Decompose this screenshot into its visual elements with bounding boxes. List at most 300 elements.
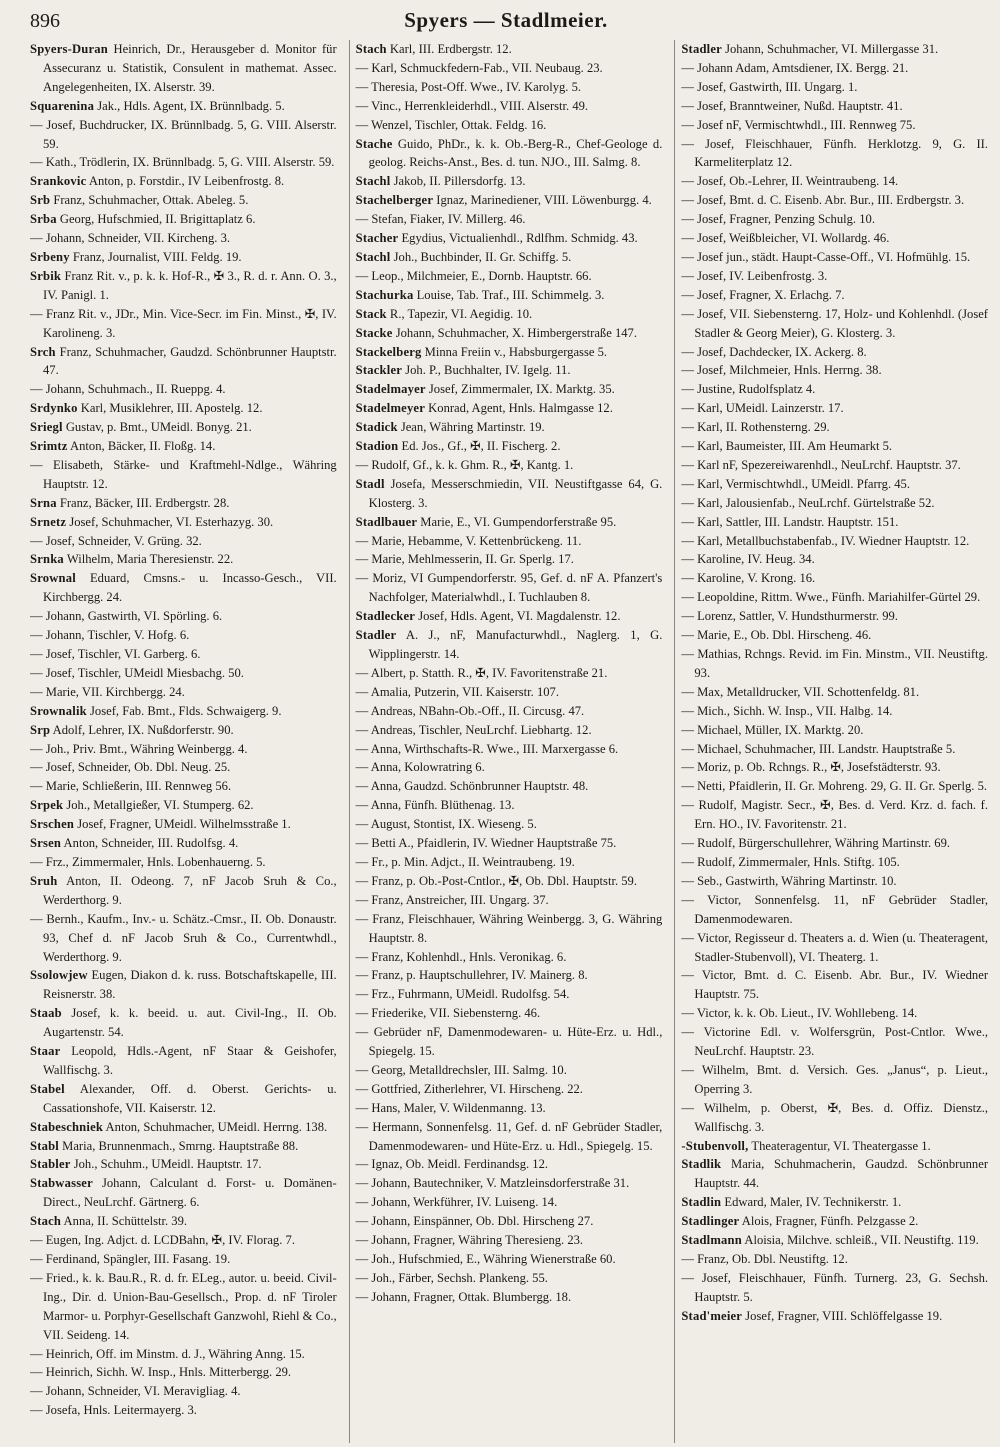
- directory-entry: [30, 607, 337, 626]
- directory-entry: [681, 966, 988, 1004]
- entry-details: — Theresia, Post-Off. Wwe., IV. Karolyg. 5.: [355, 79, 582, 94]
- directory-entry: [30, 664, 337, 683]
- entry-details: — Karl, Vermischtwhdl., UMeidl. Pfarrg. 45.: [681, 476, 910, 491]
- directory-entry: [681, 494, 988, 513]
- entry-details: — Johann Adam, Amtsdiener, IX. Bergg. 21.: [681, 60, 909, 75]
- directory-columns: [30, 40, 988, 1443]
- directory-entry: [356, 248, 663, 267]
- directory-entry: [356, 550, 663, 569]
- entry-details: Maria, Brunnenmach., Smrng. Hauptstraße 88.: [59, 1138, 299, 1153]
- directory-entry: [681, 40, 988, 59]
- entry-details: Joh., Schuhm., UMeidl. Hauptstr. 17.: [70, 1157, 262, 1172]
- entry-surname: Ssolowjew: [30, 968, 88, 983]
- directory-entry: [681, 59, 988, 78]
- entry-details: — Georg, Metalldrechsler, III. Salmg. 10.: [355, 1062, 567, 1077]
- entry-details: Josef, Fragner, VIII. Schlöffelgasse 19.: [742, 1308, 943, 1323]
- directory-entry: [356, 1174, 663, 1193]
- directory-entry: [356, 361, 663, 380]
- directory-entry: [30, 399, 337, 418]
- directory-entry: [356, 1004, 663, 1023]
- directory-entry: [356, 1155, 663, 1174]
- entry-surname: Stadion: [355, 439, 399, 454]
- directory-entry: [681, 929, 988, 967]
- entry-surname: Srbik: [30, 268, 62, 283]
- entry-details: — Johann, Werkführer, IV. Luiseng. 14.: [355, 1195, 558, 1210]
- entry-surname: Srnetz: [30, 514, 67, 529]
- directory-entry: [681, 1250, 988, 1269]
- entry-details: R., Tapezir, VI. Aegidig. 10.: [386, 306, 533, 321]
- entry-details: — Josef jun., städt. Haupt-Casse-Off., VI. Hofmühlg. 15.: [681, 249, 971, 264]
- entry-surname: Stadick: [355, 420, 398, 435]
- directory-entry: [356, 796, 663, 815]
- entry-details: Marie, E., VI. Gumpendorferstraße 95.: [417, 514, 617, 529]
- directory-entry: [30, 1042, 337, 1080]
- entry-details: Franz, Journalist, VIII. Feldg. 19.: [69, 249, 242, 264]
- entry-details: — Johann, Gastwirth, VI. Spörling. 6.: [30, 609, 223, 624]
- entry-surname: Stabwasser: [30, 1176, 93, 1191]
- directory-entry: [30, 815, 337, 834]
- entry-details: Minna Freiin v., Habsburgergasse 5.: [421, 344, 608, 359]
- entry-surname: Stacher: [355, 231, 399, 246]
- entry-details: — Johann, Fragner, Ottak. Blumbergg. 18.: [355, 1289, 572, 1304]
- entry-details: Aloisia, Milchve. schleiß., VII. Neustiftg. 119.: [741, 1233, 979, 1248]
- column-3: [674, 40, 988, 1443]
- entry-details: — Justine, Rudolfsplatz 4.: [681, 382, 816, 397]
- entry-details: Edward, Maler, IV. Technikerstr. 1.: [721, 1195, 902, 1210]
- entry-details: — Michael, Müller, IX. Marktg. 20.: [681, 722, 864, 737]
- entry-details: — Karl, Schmuckfedern-Fab., VII. Neubaug. 23.: [355, 60, 603, 75]
- entry-surname: Srba: [30, 212, 57, 227]
- entry-details: Joh. P., Buchhalter, IV. Igelg. 11.: [402, 363, 571, 378]
- entry-details: — Josef, Weißbleicher, VI. Wollardg. 46.: [681, 231, 890, 246]
- entry-details: Franz Rit. v., p. k. k. Hof-R., ✠ 3., R. d. r. Ann. O. 3., IV. Panigl. 1.: [43, 268, 337, 302]
- directory-entry: [681, 891, 988, 929]
- directory-entry: [681, 1231, 988, 1250]
- entry-details: — Joh., Färber, Sechsh. Plankeng. 55.: [355, 1270, 548, 1285]
- directory-entry: [30, 153, 337, 172]
- directory-entry: [681, 645, 988, 683]
- directory-entry: [681, 550, 988, 569]
- entry-surname: Stachelberger: [355, 193, 434, 208]
- directory-entry: [356, 59, 663, 78]
- entry-details: — Karl, Metallbuchstabenfab., IV. Wiedner Hauptstr. 12.: [681, 533, 970, 548]
- entry-surname: Stabel: [30, 1081, 65, 1096]
- directory-entry: [681, 872, 988, 891]
- entry-details: Heinrich, Dr., Herausgeber d. Monitor für Assecuranz u. Statistik, Consulent in mathemat. Assec. Angelegenheiten, IX. Alserstr. 39.: [43, 42, 337, 94]
- directory-entry: [681, 456, 988, 475]
- directory-entry: [30, 116, 337, 154]
- entry-details: — Hermann, Sonnenfelsg. 11, Gef. d. nF Gebrüder Stadler, Damenmodewaren- und Hüte-Erz. u. Hdl., Spiegelg. 15.: [355, 1119, 663, 1153]
- directory-entry: [681, 853, 988, 872]
- directory-entry: [681, 513, 988, 532]
- directory-entry: [681, 1061, 988, 1099]
- entry-surname: Stabeschniek: [30, 1119, 104, 1134]
- entry-details: — Moriz, p. Ob. Rchngs. R., ✠, Josefstädterstr. 93.: [681, 760, 941, 775]
- entry-surname: Stadlmann: [681, 1233, 742, 1248]
- entry-details: — Max, Metalldrucker, VII. Schottenfeldg. 81.: [681, 684, 920, 699]
- directory-entry: [681, 569, 988, 588]
- directory-entry: [681, 1212, 988, 1231]
- directory-entry: [356, 872, 663, 891]
- directory-entry: [681, 172, 988, 191]
- directory-entry: [356, 513, 663, 532]
- entry-details: — Gebrüder nF, Damenmodewaren- u. Hüte-Erz. u. Hdl., Spiegelg. 15.: [355, 1025, 663, 1059]
- directory-entry: [30, 1345, 337, 1364]
- directory-entry: [30, 343, 337, 381]
- directory-entry: [356, 305, 663, 324]
- entry-details: — Josef, Schneider, Ob. Dbl. Neug. 25.: [30, 760, 231, 775]
- entry-surname: Srimtz: [30, 439, 68, 454]
- directory-entry: [30, 834, 337, 853]
- entry-surname: Stacke: [355, 325, 393, 340]
- directory-entry: [356, 1269, 663, 1288]
- entry-surname: Srschen: [30, 817, 75, 832]
- entry-surname: Stache: [355, 136, 393, 151]
- directory-entry: [30, 437, 337, 456]
- entry-surname: Stachl: [355, 249, 391, 264]
- entry-details: — Rudolf, Gf., k. k. Ghm. R., ✠, Kantg. 1.: [355, 457, 574, 472]
- directory-entry: [356, 815, 663, 834]
- entry-details: Anna, II. Schüttelstr. 39.: [61, 1214, 188, 1229]
- directory-entry: [356, 702, 663, 721]
- entry-details: — Johann, Bautechniker, V. Matzleinsdorferstraße 31.: [355, 1176, 630, 1191]
- directory-entry: [30, 702, 337, 721]
- entry-details: — Franz, Kohlenhdl., Hnls. Veronikag. 6.: [355, 949, 567, 964]
- entry-details: — Josef, Dachdecker, IX. Ackerg. 8.: [681, 344, 867, 359]
- directory-entry: [30, 1080, 337, 1118]
- entry-surname: Stack: [355, 306, 387, 321]
- entry-details: — Joh., Hufschmied, E., Währing Wienerstraße 60.: [355, 1252, 616, 1266]
- entry-details: — Albert, p. Statth. R., ✠, IV. Favoritenstraße 21.: [355, 665, 608, 680]
- entry-details: — Josef, Fleischhauer, Fünfh. Herklotzg. 9, G. II. Karmeliterplatz 12.: [681, 136, 989, 170]
- entry-surname: Srownalik: [30, 703, 87, 718]
- entry-surname: Srdynko: [30, 401, 78, 416]
- entry-details: — Josef nF, Vermischtwhdl., III. Rennweg 75.: [681, 117, 916, 132]
- entry-details: A. J., nF, Manufacturwhdl., Naglerg. 1, G. Wipplingerstr. 14.: [368, 628, 663, 661]
- entry-details: Adolf, Lehrer, IX. Nußdorferstr. 90.: [50, 722, 234, 737]
- directory-entry: [681, 305, 988, 343]
- entry-details: — Wenzel, Tischler, Ottak. Feldg. 16.: [355, 117, 547, 132]
- directory-entry: [681, 475, 988, 494]
- directory-entry: [681, 286, 988, 305]
- entry-surname: Srpek: [30, 798, 64, 813]
- entry-surname: Spyers-Duran: [30, 42, 108, 56]
- directory-entry: [30, 569, 337, 607]
- entry-surname: Stadler: [681, 42, 722, 56]
- directory-entry: [356, 683, 663, 702]
- directory-entry: [30, 1118, 337, 1137]
- entry-surname: Stach: [355, 42, 387, 56]
- directory-entry: [681, 399, 988, 418]
- entry-details: — Victor, Regisseur d. Theaters a. d. Wien (u. Theateragent, Stadler-Stubenvoll), VI. Theaterg. 1.: [681, 930, 989, 964]
- directory-entry: [681, 135, 988, 173]
- directory-entry: [681, 267, 988, 286]
- entry-details: — Josef, VII. Siebensterng. 17, Holz- und Kohlenhdl. (Josef Stadler & Georg Meier), G. Klosterg. 3.: [681, 306, 989, 340]
- entry-details: Josef, Schuhmacher, VI. Esterhazyg. 30.: [66, 514, 274, 529]
- entry-details: — Karoline, IV. Heug. 34.: [681, 552, 815, 567]
- entry-details: — Karl, Sattler, III. Landstr. Hauptstr. 151.: [681, 514, 899, 529]
- directory-entry: [681, 1023, 988, 1061]
- entry-details: — Karoline, V. Krong. 16.: [681, 571, 816, 586]
- entry-details: — Mich., Sichh. W. Insp., VII. Halbg. 14.: [681, 703, 893, 718]
- directory-entry: [681, 532, 988, 551]
- entry-details: Georg, Hufschmied, II. Brigittaplatz 6.: [56, 212, 256, 227]
- entry-details: — Josef, Bmt. d. C. Eisenb. Abr. Bur., III. Erdbergstr. 3.: [681, 193, 965, 208]
- entry-details: — Victorine Edl. v. Wolfersgrün, Post-Cntlor. Wwe., NeuLrchf. Hauptstr. 23.: [681, 1025, 989, 1059]
- directory-entry: [30, 1382, 337, 1401]
- directory-entry: [30, 1155, 337, 1174]
- directory-entry: [681, 1155, 988, 1193]
- directory-entry: [356, 626, 663, 664]
- directory-entry: [30, 267, 337, 305]
- entry-details: — Michael, Schuhmacher, III. Landstr. Hauptstraße 5.: [681, 741, 956, 756]
- directory-entry: [681, 210, 988, 229]
- entry-details: Johann, Calculant d. Forst- u. Domänen-Direct., NeuLrchf. Gärtnerg. 6.: [43, 1176, 337, 1210]
- directory-entry: [681, 1004, 988, 1023]
- directory-entry: [30, 494, 337, 513]
- directory-entry: [681, 758, 988, 777]
- entry-details: — Leop., Milchmeier, E., Dornb. Hauptstr. 66.: [355, 268, 592, 283]
- directory-entry: [356, 1231, 663, 1250]
- entry-details: — Andreas, NBahn-Ob.-Off., II. Circusg. 47.: [355, 703, 585, 718]
- entry-details: Franz, Schuhmacher, Ottak. Abeleg. 5.: [50, 193, 249, 208]
- directory-entry: [30, 910, 337, 967]
- entry-details: — Rudolf, Magistr. Secr., ✠, Bes. d. Verd. Krz. d. fach. f. Ern. HO., IV. Favoritenstr. 21.: [681, 798, 989, 832]
- directory-entry: [356, 1193, 663, 1212]
- entry-details: Karl, Musiklehrer, III. Apostelg. 12.: [77, 401, 263, 416]
- entry-details: Josef, Hdls. Agent, VI. Magdalenstr. 12.: [415, 609, 621, 624]
- directory-entry: [30, 1269, 337, 1345]
- directory-entry: [356, 1212, 663, 1231]
- entry-details: Guido, PhDr., k. k. Ob.-Berg-R., Chef-Geologe d. geolog. Reichs-Anst., Bes. d. tun. NJO., III. Salmg. 8.: [368, 136, 663, 170]
- entry-details: Theateragentur, VI. Theatergasse 1.: [748, 1138, 931, 1153]
- directory-entry: [681, 834, 988, 853]
- entry-surname: Stachl: [355, 174, 391, 189]
- entry-details: — Amalia, Putzerin, VII. Kaiserstr. 107.: [355, 684, 560, 699]
- entry-details: — Josef, Gastwirth, III. Ungarg. 1.: [681, 79, 858, 94]
- directory-entry: [30, 872, 337, 910]
- entry-details: Johann, Schuhmacher, X. Himbergerstraße 147.: [392, 325, 637, 340]
- entry-details: Josef, Zimmermaler, IX. Marktg. 35.: [425, 382, 615, 397]
- entry-details: — Johann, Fragner, Währing Theresieng. 23.: [355, 1233, 584, 1248]
- entry-surname: Stadlecker: [355, 609, 416, 624]
- entry-surname: Srbeny: [30, 249, 70, 264]
- entry-details: Anton, Bäcker, II. Floßg. 14.: [67, 439, 216, 454]
- entry-details: — Johann, Tischler, V. Hofg. 6.: [30, 628, 190, 643]
- entry-surname: Stackelberg: [355, 344, 422, 359]
- directory-entry: [30, 532, 337, 551]
- entry-details: — Franz, p. Ob.-Post-Cntlor., ✠, Ob. Dbl. Hauptstr. 59.: [355, 873, 637, 888]
- entry-details: Anton, II. Odeong. 7, nF Jacob Sruh & Co., Werderthorg. 9.: [43, 873, 337, 907]
- entry-details: Ed. Jos., Gf., ✠, II. Fischerg. 2.: [398, 439, 561, 454]
- entry-details: Louise, Tab. Traf., III. Schimmelg. 3.: [413, 287, 605, 302]
- entry-details: — Fried., k. k. Bau.R., R. d. fr. ELeg., autor. u. beeid. Civil-Ing., Dir. d. Union-Bau-Gesellsch., Prop. d. nF Tiroler Marmor- u. Porphyr-Gesellschaft Ganzwohl, Riehl & Co., VII. Seideng. 14.: [30, 1270, 337, 1342]
- entry-details: — Gottfried, Zitherlehrer, VI. Hirscheng. 22.: [355, 1081, 583, 1096]
- entry-details: Anton, Schneider, III. Rudolfsg. 4.: [61, 836, 239, 851]
- entry-surname: Staab: [30, 1006, 62, 1021]
- entry-details: — Karl, II. Rothensterng. 29.: [681, 420, 830, 435]
- directory-entry: [356, 532, 663, 551]
- directory-entry: [356, 721, 663, 740]
- entry-details: — Josef, Tischler, VI. Garberg. 6.: [30, 647, 201, 661]
- entry-surname: Srna: [30, 495, 57, 510]
- entry-details: Joh., Buchbinder, II. Gr. Schiffg. 5.: [390, 249, 572, 264]
- directory-entry: [356, 853, 663, 872]
- directory-entry: [356, 985, 663, 1004]
- directory-entry: [30, 777, 337, 796]
- directory-entry: [30, 418, 337, 437]
- entry-details: Maria, Schuhmacherin, Gaudzd. Schönbrunner Hauptstr. 44.: [694, 1157, 989, 1191]
- directory-entry: [30, 740, 337, 759]
- directory-entry: [681, 796, 988, 834]
- directory-entry: [681, 248, 988, 267]
- directory-entry: [30, 1250, 337, 1269]
- entry-details: — Marie, E., Ob. Dbl. Hirscheng. 46.: [681, 628, 872, 643]
- directory-entry: [30, 97, 337, 116]
- entry-details: — Mathias, Rchngs. Revid. im Fin. Minstm., VII. Neustiftg. 93.: [681, 647, 989, 680]
- entry-details: — Johann, Schuhmach., II. Rueppg. 4.: [30, 382, 226, 397]
- directory-entry: [356, 191, 663, 210]
- directory-entry: [356, 97, 663, 116]
- entry-surname: Srsen: [30, 836, 62, 851]
- entry-details: Alexander, Off. d. Oberst. Gerichts- u. Cassationshofe, VII. Kaiserstr. 12.: [43, 1081, 337, 1115]
- entry-surname: Srnka: [30, 552, 64, 567]
- entry-surname: Stabl: [30, 1138, 59, 1153]
- page-header: [30, 6, 982, 36]
- directory-entry: [356, 380, 663, 399]
- directory-entry: [30, 1363, 337, 1382]
- entry-details: — Moriz, VI Gumpendorferstr. 95, Gef. d. nF A. Pfanzert's Nachfolger, Materialwhdl., I. Tuchlauben 8.: [355, 571, 663, 605]
- directory-entry: [30, 626, 337, 645]
- directory-entry: [681, 229, 988, 248]
- directory-entry: [30, 853, 337, 872]
- entry-details: — Josef, Tischler, UMeidl Miesbachg. 50.: [30, 665, 244, 680]
- entry-surname: Srownal: [30, 571, 76, 586]
- directory-entry: [356, 210, 663, 229]
- entry-surname: Stadlik: [681, 1157, 722, 1172]
- entry-details: — Josef, Branntweiner, Nußd. Hauptstr. 41.: [681, 98, 903, 113]
- directory-entry: [681, 607, 988, 626]
- directory-entry: [356, 172, 663, 191]
- directory-entry: [30, 191, 337, 210]
- directory-entry: [356, 116, 663, 135]
- directory-entry: [356, 966, 663, 985]
- entry-details: Wilhelm, Maria Theresienstr. 22.: [63, 552, 234, 567]
- directory-entry: [681, 437, 988, 456]
- directory-entry: [356, 664, 663, 683]
- directory-entry: [30, 1174, 337, 1212]
- directory-entry: [356, 418, 663, 437]
- column-2: [349, 40, 663, 1443]
- entry-details: — Friederike, VII. Siebensterng. 46.: [355, 1006, 541, 1021]
- entry-surname: Staar: [30, 1044, 61, 1059]
- entry-details: — Hans, Maler, V. Wildenmanng. 13.: [355, 1100, 546, 1115]
- entry-details: — Elisabeth, Stärke- und Kraftmehl-Ndlge., Währing Hauptstr. 12.: [30, 457, 337, 491]
- entry-surname: Srch: [30, 344, 56, 359]
- entry-details: Josef, Fragner, UMeidl. Wilhelmsstraße 1.: [74, 817, 291, 832]
- entry-details: Franz, Bäcker, III. Erdbergstr. 28.: [56, 495, 230, 510]
- directory-entry: [356, 437, 663, 456]
- entry-surname: Stabler: [30, 1157, 71, 1172]
- entry-details: — Ferdinand, Spängler, III. Fasang. 19.: [30, 1252, 231, 1266]
- directory-entry: [356, 948, 663, 967]
- entry-details: — Franz, Fleischhauer, Währing Weinbergg. 3, G. Währing Hauptstr. 8.: [355, 911, 663, 945]
- entry-surname: Stach: [30, 1214, 62, 1229]
- directory-entry: [356, 1250, 663, 1269]
- entry-surname: Srb: [30, 193, 51, 208]
- directory-entry: [356, 1288, 663, 1307]
- entry-details: — Karl, UMeidl. Lainzerstr. 17.: [681, 401, 844, 416]
- directory-entry: [681, 740, 988, 759]
- directory-entry: [356, 475, 663, 513]
- entry-details: — Leopoldine, Rittm. Wwe., Fünfh. Mariahilfer-Gürtel 29.: [681, 590, 981, 605]
- entry-details: — Andreas, Tischler, NeuLrchf. Liebhartg. 12.: [355, 722, 592, 737]
- directory-entry: [30, 229, 337, 248]
- entry-surname: Stadlin: [681, 1195, 722, 1210]
- entry-details: — Rudolf, Zimmermaler, Hnls. Stiftg. 105.: [681, 854, 900, 869]
- entry-surname: Sruh: [30, 873, 58, 888]
- entry-details: — Marie, VII. Kirchbergg. 24.: [30, 684, 185, 699]
- entry-details: Josefa, Messerschmiedin, VII. Neustiftgasse 64, G. Klosterg. 3.: [368, 476, 663, 510]
- directory-entry: [30, 1212, 337, 1231]
- directory-entry: [356, 229, 663, 248]
- entry-details: — Josef, Buchdrucker, IX. Brünnlbadg. 5, G. VIII. Alserstr. 59.: [30, 117, 337, 151]
- directory-entry: [356, 78, 663, 97]
- entry-details: — Frz., Zimmermaler, Hnls. Lobenhauerng. 5.: [30, 854, 266, 869]
- entry-details: — Josef, IV. Leibenfrostg. 3.: [681, 268, 828, 283]
- directory-entry: [681, 1193, 988, 1212]
- directory-entry: [356, 324, 663, 343]
- entry-surname: Stadelmeyer: [355, 401, 426, 416]
- entry-details: Anton, Schuhmacher, UMeidl. Herrng. 138.: [103, 1119, 328, 1134]
- directory-entry: [681, 702, 988, 721]
- directory-entry: [30, 305, 337, 343]
- entry-surname: Sriegl: [30, 420, 63, 435]
- directory-entry: [356, 910, 663, 948]
- entry-details: — Josef, Ob.-Lehrer, II. Weintraubeng. 14.: [681, 174, 899, 189]
- directory-entry: [30, 721, 337, 740]
- entry-details: — Marie, Hebamme, V. Kettenbrückeng. 11.: [355, 533, 582, 548]
- directory-entry: [681, 588, 988, 607]
- directory-entry: [30, 796, 337, 815]
- directory-entry: [30, 380, 337, 399]
- entry-details: — Victor, k. k. Ob. Lieut., IV. Wohllebeng. 14.: [681, 1006, 918, 1021]
- directory-entry: [681, 777, 988, 796]
- entry-details: — Josef, Fragner, Penzing Schulg. 10.: [681, 212, 875, 227]
- entry-surname: Stadlinger: [681, 1214, 740, 1229]
- entry-details: Egydius, Victualienhdl., Rdlfhm. Schmidg. 43.: [398, 231, 638, 246]
- directory-entry: [356, 607, 663, 626]
- entry-details: Joh., Metallgießer, VI. Stumperg. 62.: [63, 798, 254, 813]
- directory-entry: [356, 740, 663, 759]
- entry-details: — Franz Rit. v., JDr., Min. Vice-Secr. im Fin. Minst., ✠, IV. Karolineng. 3.: [30, 306, 337, 340]
- directory-entry: [30, 40, 337, 97]
- directory-entry: [356, 456, 663, 475]
- entry-surname: Stackler: [355, 363, 403, 378]
- entry-details: Eduard, Cmsns.- u. Incasso-Gesch., VII. Kirchbergg. 24.: [43, 571, 337, 605]
- entry-details: Josef, k. k. beeid. u. aut. Civil-Ing., II. Ob. Augartenstr. 54.: [43, 1006, 337, 1040]
- directory-entry: [681, 380, 988, 399]
- entry-surname: -Stubenvoll,: [681, 1138, 749, 1153]
- directory-entry: [356, 1061, 663, 1080]
- entry-details: — Ignaz, Ob. Meidl. Ferdinandsg. 12.: [355, 1157, 549, 1172]
- page-number: 896: [30, 10, 60, 32]
- entry-details: — Seb., Gastwirth, Währing Martinstr. 10.: [681, 873, 897, 888]
- directory-entry: [681, 97, 988, 116]
- directory-entry: [356, 834, 663, 853]
- directory-entry: [356, 399, 663, 418]
- entry-details: — Johann, Schneider, VI. Meravigliag. 4.: [30, 1384, 241, 1399]
